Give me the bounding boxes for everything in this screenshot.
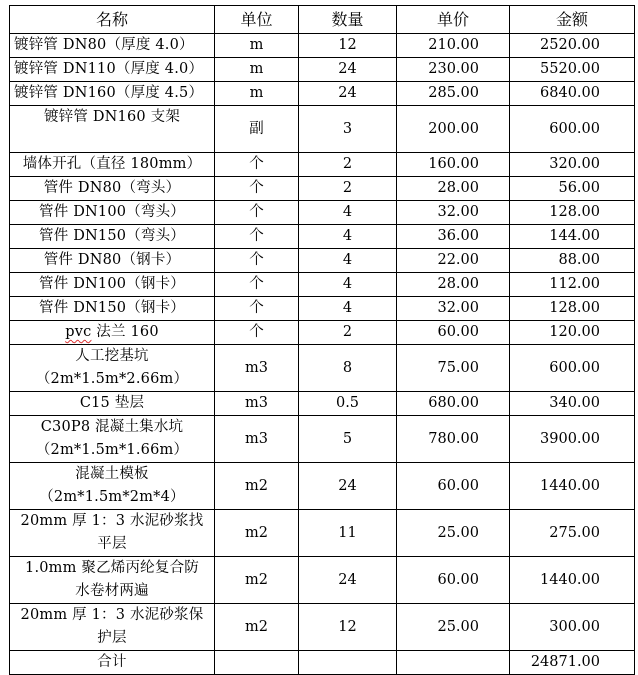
table-row: [10, 273, 635, 297]
item-unit: m3: [215, 416, 299, 463]
item-unit: m: [215, 34, 299, 58]
item-name: [10, 604, 215, 651]
table-row: [10, 510, 635, 557]
item-price: 780.00: [397, 416, 510, 463]
item-unit: m2: [215, 557, 299, 604]
item-price: 230.00: [397, 58, 510, 82]
table-row: [10, 463, 635, 510]
item-amount: 320.00: [510, 153, 635, 177]
item-price: 285.00: [397, 82, 510, 106]
table-row: [10, 604, 635, 651]
item-amount: 88.00: [510, 249, 635, 273]
item-amount: 144.00: [510, 225, 635, 249]
header-price: 单价: [397, 6, 510, 34]
table-row: [10, 82, 635, 106]
item-price: 200.00: [397, 106, 510, 153]
item-unit: m2: [215, 510, 299, 557]
item-amount: 56.00: [510, 177, 635, 201]
item-name-line1: 混凝土模板: [75, 466, 149, 482]
item-name: [10, 416, 215, 463]
item-amount: 6840.00: [510, 82, 635, 106]
header-unit: 单位: [215, 6, 299, 34]
item-amount: 3900.00: [510, 416, 635, 463]
item-name: 镀锌管 DN160（厚度 4.5）: [10, 82, 215, 106]
item-name-line1: 1.0mm 聚乙烯丙纶复合防: [25, 560, 199, 576]
item-name-line2: 护层: [97, 630, 127, 646]
item-qty: 5: [299, 416, 397, 463]
item-name-line1: 人工挖基坑: [75, 348, 149, 364]
table-row: [10, 58, 635, 82]
item-qty: 2: [299, 321, 397, 345]
item-qty: 4: [299, 249, 397, 273]
item-price: 60.00: [397, 463, 510, 510]
item-amount: 300.00: [510, 604, 635, 651]
item-name-line1: 20mm 厚 1：3 水泥砂浆找: [20, 513, 204, 529]
table-row: [10, 249, 635, 273]
item-unit: 个: [215, 273, 299, 297]
item-price: 36.00: [397, 225, 510, 249]
item-unit: 个: [215, 177, 299, 201]
item-name: 镀锌管 DN80（厚度 4.0）: [10, 34, 215, 58]
header-amount: 金额: [510, 6, 635, 34]
item-qty: 3: [299, 106, 397, 153]
item-unit: 副: [215, 106, 299, 153]
item-qty: 4: [299, 297, 397, 321]
item-unit: 个: [215, 153, 299, 177]
item-name: 管件 DN150（钢卡）: [10, 297, 215, 321]
item-name: 镀锌管 DN110（厚度 4.0）: [10, 58, 215, 82]
item-amount: 600.00: [510, 345, 635, 392]
item-name: [10, 321, 215, 345]
item-qty: 11: [299, 510, 397, 557]
item-amount: 600.00: [510, 106, 635, 153]
item-name: 镀锌管 DN160 支架: [10, 106, 215, 153]
item-name: C15 垫层: [10, 392, 215, 416]
item-qty: 0.5: [299, 392, 397, 416]
header-qty: 数量: [299, 6, 397, 34]
item-name-line2: （2m*1.5m*2m*4）: [39, 489, 185, 505]
item-qty: 24: [299, 82, 397, 106]
item-amount: 275.00: [510, 510, 635, 557]
total-unit: [215, 651, 299, 675]
item-unit: 个: [215, 201, 299, 225]
item-price: 60.00: [397, 321, 510, 345]
item-price: 28.00: [397, 177, 510, 201]
table-row: [10, 416, 635, 463]
item-name: [10, 510, 215, 557]
item-amount: 340.00: [510, 392, 635, 416]
total-row: [10, 651, 635, 675]
total-amount: 24871.00: [510, 651, 635, 675]
table-row: [10, 106, 635, 153]
item-unit: m2: [215, 604, 299, 651]
item-name-line1: 20mm 厚 1：3 水泥砂浆保: [20, 607, 204, 623]
item-qty: 4: [299, 273, 397, 297]
item-qty: 12: [299, 34, 397, 58]
item-amount: 120.00: [510, 321, 635, 345]
item-name: [10, 345, 215, 392]
item-unit: m3: [215, 392, 299, 416]
table-row: [10, 321, 635, 345]
table-row: [10, 34, 635, 58]
item-amount: 128.00: [510, 297, 635, 321]
table-row: [10, 557, 635, 604]
item-amount: 128.00: [510, 201, 635, 225]
table-row: [10, 345, 635, 392]
item-name-line2: （2m*1.5m*1.66m）: [35, 442, 189, 458]
table-row: [10, 201, 635, 225]
item-name-line1: C30P8 混凝土集水坑: [40, 419, 184, 435]
item-price: 25.00: [397, 510, 510, 557]
item-qty: 12: [299, 604, 397, 651]
item-name: 管件 DN80（弯头）: [10, 177, 215, 201]
item-amount: 2520.00: [510, 34, 635, 58]
item-price: 210.00: [397, 34, 510, 58]
total-price: [397, 651, 510, 675]
item-name: 管件 DN150（弯头）: [10, 225, 215, 249]
item-price: 22.00: [397, 249, 510, 273]
item-amount: 1440.00: [510, 463, 635, 510]
item-qty: 4: [299, 225, 397, 249]
table-row: [10, 177, 635, 201]
total-label: 合计: [10, 651, 215, 675]
item-name: 管件 DN100（弯头）: [10, 201, 215, 225]
item-price: 32.00: [397, 297, 510, 321]
item-price: 32.00: [397, 201, 510, 225]
item-qty: 2: [299, 153, 397, 177]
item-qty: 2: [299, 177, 397, 201]
item-price: 28.00: [397, 273, 510, 297]
table-row: [10, 153, 635, 177]
item-qty: 24: [299, 463, 397, 510]
table-row: [10, 225, 635, 249]
item-qty: 4: [299, 201, 397, 225]
cost-table: [9, 5, 635, 675]
item-name: [10, 557, 215, 604]
item-unit: m2: [215, 463, 299, 510]
total-qty: [299, 651, 397, 675]
item-qty: 24: [299, 58, 397, 82]
item-qty: 8: [299, 345, 397, 392]
item-unit: 个: [215, 297, 299, 321]
item-name-line2: 水卷材两遍: [75, 583, 149, 599]
spellcheck-word: pvc: [65, 324, 92, 340]
item-amount: 1440.00: [510, 557, 635, 604]
item-name-line2: 平层: [97, 536, 127, 552]
table-row: [10, 392, 635, 416]
item-unit: m: [215, 58, 299, 82]
table-row: [10, 297, 635, 321]
item-amount: 112.00: [510, 273, 635, 297]
item-price: 75.00: [397, 345, 510, 392]
item-name: 管件 DN80（钢卡）: [10, 249, 215, 273]
item-name-line2: （2m*1.5m*2.66m）: [35, 371, 189, 387]
item-name: [10, 463, 215, 510]
item-price: 25.00: [397, 604, 510, 651]
item-name: 墙体开孔（直径 180mm）: [10, 153, 215, 177]
item-price: 160.00: [397, 153, 510, 177]
item-unit: m: [215, 82, 299, 106]
item-price: 60.00: [397, 557, 510, 604]
item-name: 管件 DN100（钢卡）: [10, 273, 215, 297]
item-unit: 个: [215, 321, 299, 345]
item-qty: 24: [299, 557, 397, 604]
item-unit: m3: [215, 345, 299, 392]
item-unit: 个: [215, 225, 299, 249]
item-name-rest: 法兰 160: [91, 324, 159, 340]
item-amount: 5520.00: [510, 58, 635, 82]
item-price: 680.00: [397, 392, 510, 416]
item-unit: 个: [215, 249, 299, 273]
header-row: [10, 6, 635, 34]
header-name: 名称: [10, 6, 215, 34]
